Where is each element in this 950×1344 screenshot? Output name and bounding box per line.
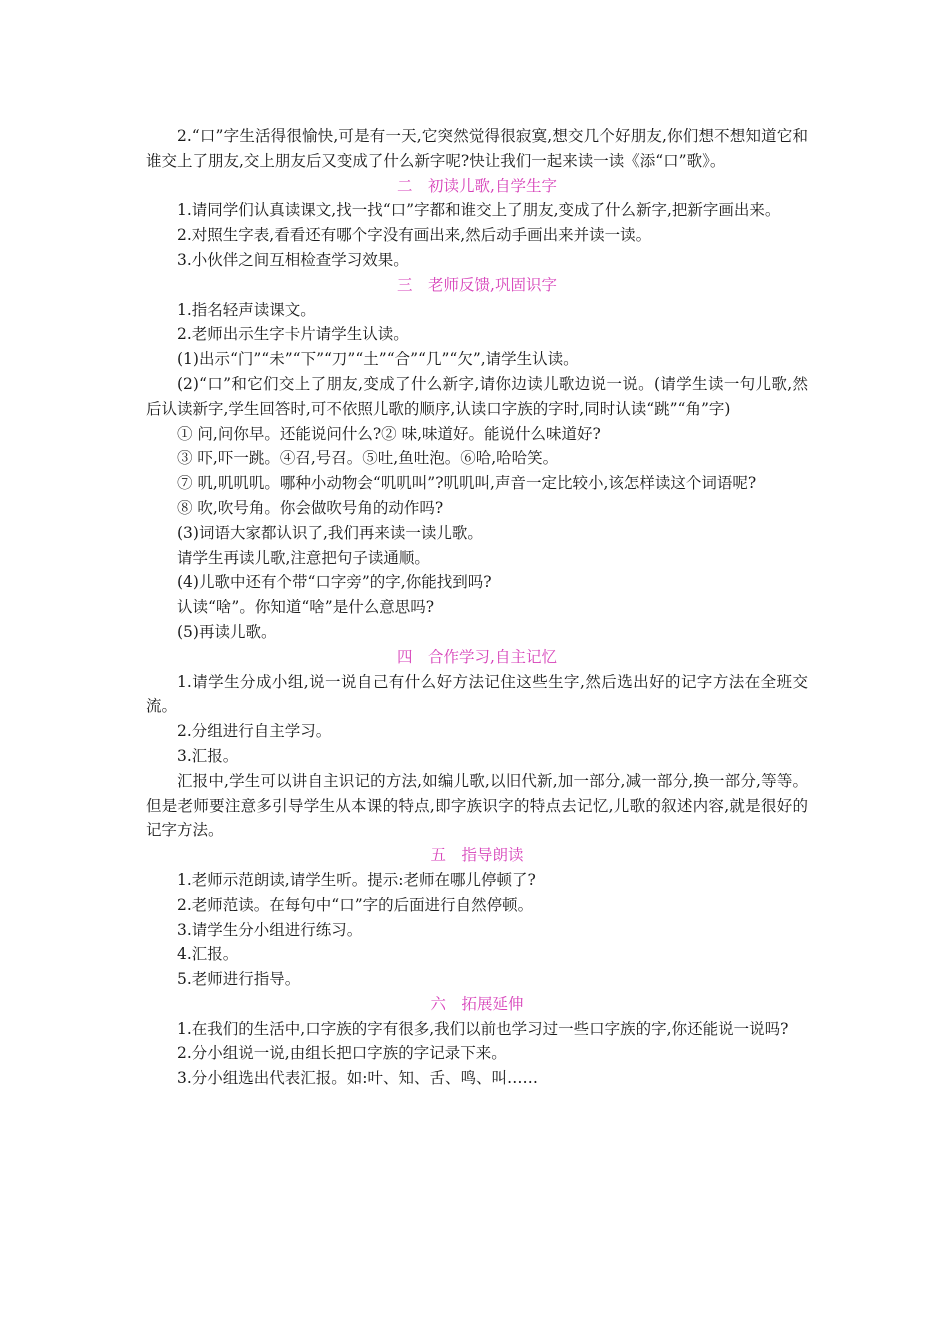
section5-item-4: 4.汇报。 (177, 945, 239, 964)
section3-item-12: 认读“啥”。你知道“啥”是什么意思吗? (177, 598, 435, 617)
section-heading-5: 五 指导朗读 (430, 846, 524, 865)
section3-item-3: (1)出示“门”“未”“下”“刀”“土”“合”“几”“欠”,请学生认读。 (177, 350, 579, 369)
section5-item-5: 5.老师进行指导。 (177, 970, 301, 989)
section5-item-2: 2.老师范读。在每句中“口”字的后面进行自然停顿。 (177, 895, 534, 914)
section4-item-3: 3.汇报。 (177, 746, 239, 765)
section4-item-2: 2.分组进行自主学习。 (177, 722, 332, 741)
section3-item-5: ① 问,问你早。还能说问什么?② 味,味道好。能说什么味道好? (177, 424, 601, 443)
section3-item-11: (4)儿歌中还有个带“口字旁”的字,你能找到吗? (177, 573, 492, 592)
section3-item-7: ⑦ 叽,叽叽叽。哪种小动物会“叽叽叫”?叽叽叫,声音一定比较小,该怎样读这个词语呢? (177, 474, 757, 493)
section2-item-2: 2.对照生字表,看看还有哪个字没有画出来,然后动手画出来并读一读。 (177, 226, 652, 245)
section3-item-8: ⑧ 吹,吹号角。你会做吹号角的动作吗? (177, 498, 444, 517)
section3-item-10: 请学生再读儿歌,注意把句子读通顺。 (177, 548, 430, 567)
section3-item-2: 2.老师出示生字卡片请学生认读。 (177, 325, 409, 344)
lesson-plan-page (146, 124, 808, 1091)
section6-item-1: 1.在我们的生活中,口字族的字有很多,我们以前也学习过一些口字族的字,你还能说一说吗? (177, 1019, 789, 1038)
section-heading-6: 六 拓展延伸 (430, 994, 524, 1013)
section4-item-1: 1.请学生分成小组,说一说自己有什么好方法记住这些生字,然后选出好的记字方法在全班交流。 (146, 672, 808, 716)
section5-item-3: 3.请学生分小组进行练习。 (177, 920, 363, 939)
section3-item-4: (2)“口”和它们交上了朋友,变成了什么新字,请你边读儿歌边说一说。(请学生读一句儿歌,然后认读新字,学生回答时,可不依照儿歌的顺序,认读口字族的字时,同时认读“跳”“角”字) (146, 374, 808, 418)
section5-item-1: 1.老师示范朗读,请学生听。提示:老师在哪儿停顿了? (177, 870, 536, 889)
section6-item-3: 3.分小组选出代表汇报。如:叶、知、舌、鸣、叫…… (177, 1069, 539, 1088)
section3-item-1: 1.指名轻声读课文。 (177, 300, 316, 319)
intro-paragraph: 2.“口”字生活得很愉快,可是有一天,它突然觉得很寂寞,想交几个好朋友,你们想不想知道它和谁交上了朋友,交上朋友后又变成了什么新字呢?快让我们一起来读一读《添“口”歌》。 (146, 127, 808, 170)
section3-item-9: (3)词语大家都认识了,我们再来读一读儿歌。 (177, 523, 483, 542)
section-heading-4: 四 合作学习,自主记忆 (397, 647, 557, 666)
section2-item-1: 1.请同学们认真读课文,找一找“口”字都和谁交上了朋友,变成了什么新字,把新字画出来。 (177, 201, 781, 220)
section3-item-13: (5)再读儿歌。 (177, 622, 277, 641)
section4-item-4: 汇报中,学生可以讲自主识记的方法,如编儿歌,以旧代新,加一部分,减一部分,换一部分,等等。但是老师要注意多引导学生从本课的特点,即字族识字的特点去记忆,儿歌的叙述内容,就是很好的记字方法。 (146, 771, 808, 840)
section-heading-3: 三 老师反馈,巩固识字 (397, 275, 557, 294)
section6-item-2: 2.分小组说一说,由组长把口字族的字记录下来。 (177, 1044, 507, 1063)
section3-item-6: ③ 吓,吓一跳。④召,号召。⑤吐,鱼吐泡。⑥哈,哈哈笑。 (177, 449, 559, 468)
section2-item-3: 3.小伙伴之间互相检查学习效果。 (177, 250, 409, 269)
section-heading-2: 二 初读儿歌,自学生字 (397, 176, 557, 195)
